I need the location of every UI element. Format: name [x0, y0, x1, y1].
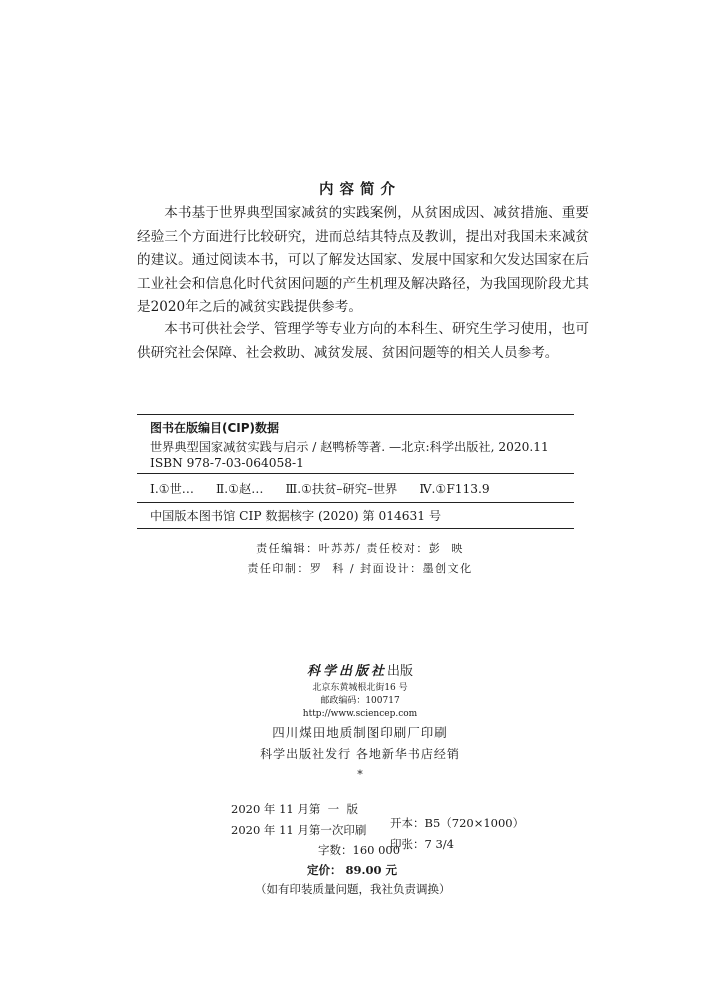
publisher-postcode: 邮政编码：100717 — [320, 696, 400, 706]
cip-heading: 图书在版编目(CIP)数据 — [150, 421, 280, 435]
publisher-address: 北京东黄城根北街16 号 — [312, 683, 408, 693]
cip-subject: Ⅲ.①扶贫–研究–世界 — [285, 482, 398, 496]
publisher-suffix: 出版 — [387, 664, 414, 679]
price: 定价： 89.00 元 — [307, 863, 398, 877]
cip-isbn: ISBN 978-7-03-064058-1 — [150, 456, 304, 470]
publisher-url: http://www.sciencep.com — [302, 709, 418, 719]
cip-subject: Ⅱ.①赵… — [216, 482, 264, 496]
quality-note: （如有印装质量问题，我社负责调换） — [255, 882, 451, 896]
word-count: 字数：160 000 — [318, 843, 401, 857]
staff-line-2: 责任印制：罗 科 / 封面设计：墨创文化 — [247, 562, 473, 575]
edition-date: 2020 年 11 月第 一 版 — [231, 802, 358, 816]
cip-subject: Ⅳ.①F113.9 — [419, 482, 490, 496]
print-date: 2020 年 11 月第一次印刷 — [231, 823, 367, 837]
publisher-brand: 科学出版社 — [306, 664, 387, 679]
summary-title: 内容简介 — [319, 182, 401, 198]
summary-paragraph-1: 本书基于世界典型国家减贫的实践案例，从贫困成因、减贫措施、重要经验三个方面进行比较研究，进而总结其特点及教训，提出对我国未来减贫的建议。通过阅读本书，可以了解发达国家、发展中国家和欠发达国家在后工业社会和信息化时代贫困问题的产生机理及解决路径，为我国现阶段尤其是2020年之后的减贫实践提供参考。 — [137, 205, 589, 315]
book-format: 开本：B5（720×1000） — [390, 816, 525, 830]
summary-paragraph-2: 本书可供社会学、管理学等专业方向的本科生、研究生学习使用，也可供研究社会保障、社会救助、减贫发展、贫困问题等的相关人员参考。 — [137, 321, 589, 361]
staff-line-1: 责任编辑：叶苏苏/ 责任校对：彭 映 — [256, 542, 464, 555]
cip-approval: 中国版本图书馆 CIP 数据核字 (2020) 第 014631 号 — [150, 509, 442, 523]
cip-subject: Ⅰ.①世… — [150, 482, 194, 496]
printer: 四川煤田地质制图印刷厂印刷 — [272, 725, 448, 740]
cip-description: 世界典型国家减贫实践与启示 / 赵鸭桥等著. —北京:科学出版社, 2020.11 — [150, 440, 549, 454]
distribution: 科学出版社发行 各地新华书店经销 — [260, 747, 460, 761]
separator-star: * — [357, 768, 363, 781]
printed-sheets: 印张：7 3/4 — [390, 837, 454, 851]
